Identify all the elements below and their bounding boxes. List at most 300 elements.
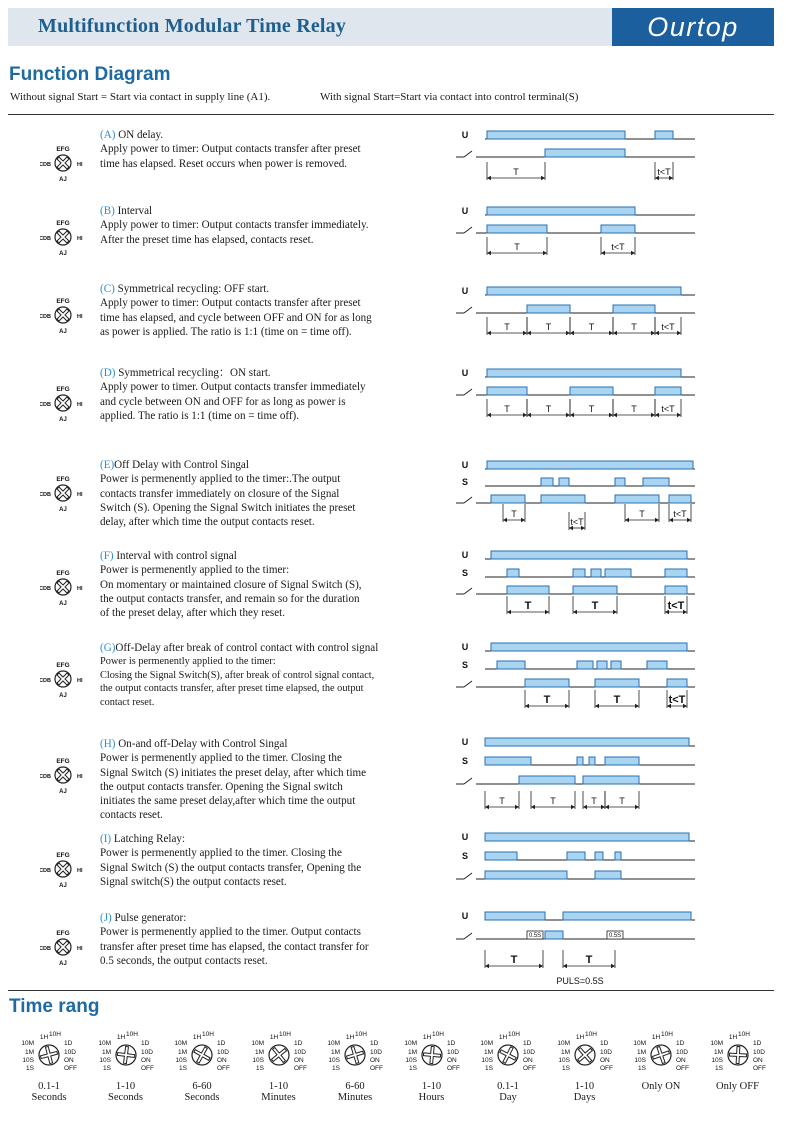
pulse-bar <box>595 679 639 687</box>
dial-label-bottom: AJ <box>59 883 67 889</box>
range-dial <box>240 1030 318 1074</box>
function-letter: (C) <box>100 283 115 295</box>
pulse-box-label: 0.5S <box>608 933 622 939</box>
dial-label-top: EFG <box>56 386 70 393</box>
pulse-bar <box>497 661 525 669</box>
range-mark-10m: 10M <box>556 1040 570 1047</box>
range-mark-1d: 1D <box>370 1040 379 1047</box>
switch-symbol <box>464 933 472 939</box>
t-label: T <box>545 404 552 414</box>
pulse-bar <box>507 569 519 577</box>
pulse-bar <box>583 776 639 784</box>
range-mark-10h: 10H <box>125 1031 138 1038</box>
pulse-bar <box>487 287 681 295</box>
range-mark-1s: 1S <box>485 1065 493 1072</box>
function-selector-dial <box>40 214 86 260</box>
range-mark-1s: 1S <box>179 1065 187 1072</box>
time-range-title: Time rang <box>9 996 100 1017</box>
range-mark-10d: 10D <box>676 1049 688 1056</box>
pulse-bar <box>487 207 635 215</box>
function-a <box>100 128 405 171</box>
u-label: U <box>461 737 469 747</box>
function-letter: (A) <box>100 129 116 141</box>
timing-svg <box>455 201 705 259</box>
t-label: T <box>543 694 551 706</box>
function-name: Latching Relay: <box>113 833 186 845</box>
timing-svg <box>455 456 705 536</box>
pulse-bar <box>507 586 549 594</box>
dial-knob <box>55 579 71 595</box>
switch-symbol <box>464 497 472 503</box>
t-less-label: t<T <box>661 322 675 332</box>
range-mark-off: OFF <box>523 1065 536 1072</box>
pulse-bar <box>545 931 563 939</box>
pulse-box-label: 0.5S <box>528 933 542 939</box>
function-description: Apply power to timer: Output contacts transfer after preset time has elapsed, and cycle between OFF and ON for as long as power is applied. The ratio is 1:1 (time on = time off). <box>100 297 372 338</box>
function-selector-dial <box>40 140 86 186</box>
pulse-bar <box>615 852 621 860</box>
range-mark-10s: 10S <box>481 1057 493 1064</box>
range-mark-1m: 1M <box>560 1049 570 1056</box>
pulse-bar <box>519 776 575 784</box>
dial-graphic <box>40 292 86 338</box>
range-mark-1h: 1H <box>728 1034 737 1041</box>
time-range-item <box>163 1030 241 1103</box>
pulse-bar <box>485 852 517 860</box>
range-mark-1s: 1S <box>714 1065 723 1072</box>
dial-knob <box>55 671 71 687</box>
function-name: Off-Delay after break of control contact with control signal <box>115 642 379 654</box>
dial-knob <box>55 767 71 783</box>
timing-svg <box>455 906 705 986</box>
range-mark-1h: 1H <box>422 1034 431 1041</box>
time-range-item <box>622 1030 700 1092</box>
dial-label-right: HI <box>77 586 83 592</box>
range-mark-10d: 10D <box>217 1049 229 1056</box>
t-label: T <box>504 322 510 332</box>
t-label: T <box>631 322 637 332</box>
range-mark-1m: 1M <box>24 1049 34 1056</box>
timing-svg <box>455 281 705 339</box>
range-mark-10s: 10S <box>22 1057 34 1064</box>
t-label: T <box>585 954 593 966</box>
range-mark-1s: 1S <box>255 1065 264 1072</box>
u-label: U <box>461 130 469 140</box>
pulse-bar <box>573 586 617 594</box>
pulse-bar <box>665 569 687 577</box>
dial-graphic <box>40 140 86 186</box>
range-dial <box>622 1030 700 1074</box>
timing-diagram <box>455 906 705 986</box>
range-mark-off: OFF <box>752 1065 766 1072</box>
function-description: Power is permenently applied to the timer: On momentary or maintained closure of Signal Switch (S), the output contacts transfer, and remain so for the duration of the preset delay, after which they reset. <box>100 564 362 620</box>
time-range-label: 0.1-1 Seconds <box>31 1081 67 1103</box>
pulse-bar <box>491 495 525 503</box>
range-mark-10m: 10M <box>327 1040 340 1047</box>
range-mark-1d: 1D <box>752 1040 761 1047</box>
function-f <box>100 549 405 620</box>
dial-label-left: CDB <box>40 678 51 684</box>
header-bar <box>8 8 774 46</box>
function-selector-dial <box>40 470 86 516</box>
range-mark-1h: 1H <box>498 1034 508 1041</box>
range-mark-10h: 10H <box>737 1031 750 1038</box>
range-mark-on: ON <box>446 1057 457 1064</box>
range-mark-10h: 10H <box>49 1031 61 1038</box>
pulse-bar <box>485 757 531 765</box>
timing-svg <box>455 363 705 421</box>
function-b <box>100 204 405 247</box>
function-name: ON delay. <box>118 129 164 141</box>
pulse-bar <box>605 757 639 765</box>
pulse-bar <box>570 387 613 395</box>
range-mark-10h: 10H <box>278 1031 291 1038</box>
timing-diagram <box>455 456 705 536</box>
s-label: S <box>461 477 469 487</box>
range-mark-10h: 10H <box>584 1031 597 1038</box>
pulse-bar <box>525 679 569 687</box>
function-name: Pulse generator: <box>114 912 187 924</box>
range-mark-1h: 1H <box>116 1034 125 1041</box>
pulse-bar <box>485 912 545 920</box>
t-less-label: t<T <box>611 242 625 252</box>
range-mark-1m: 1M <box>330 1049 340 1056</box>
range-mark-10s: 10S <box>404 1057 417 1064</box>
function-name: Off Delay with Control Singal <box>114 459 249 471</box>
range-mark-1h: 1H <box>575 1034 584 1041</box>
timing-diagram <box>455 363 705 421</box>
function-h <box>100 737 405 823</box>
dial-graphic <box>40 214 86 260</box>
dial-graphic <box>40 470 86 516</box>
dial-graphic <box>40 752 86 798</box>
time-range-label: 6-60 Seconds <box>184 1081 220 1103</box>
range-mark-10m: 10M <box>21 1040 34 1047</box>
time-range-label: 1-10 Seconds <box>108 1081 143 1103</box>
range-mark-1d: 1D <box>64 1040 73 1047</box>
dial-knob <box>55 939 71 955</box>
function-name: Interval <box>117 205 153 217</box>
dial-label-left: CDB <box>40 402 51 408</box>
range-dial <box>163 1030 241 1074</box>
time-range-label: 1-10 Hours <box>418 1081 445 1103</box>
dial-label-left: CDB <box>40 236 51 242</box>
dial-label-top: EFG <box>56 662 70 669</box>
dial-graphic <box>40 380 86 426</box>
pulse-bar <box>485 833 689 841</box>
dial-knob <box>55 155 71 171</box>
range-mark-1m: 1M <box>407 1049 417 1056</box>
t-label: T <box>545 322 552 332</box>
function-c <box>100 282 405 339</box>
t-label: T <box>511 509 517 519</box>
range-mark-1h: 1H <box>651 1034 661 1041</box>
time-range-item <box>240 1030 318 1103</box>
switch-symbol <box>464 778 472 784</box>
dial-label-top: EFG <box>56 220 70 227</box>
note-with-signal: With signal Start=Start via contact into control terminal(S) <box>320 91 579 103</box>
range-mark-1d: 1D <box>676 1040 685 1047</box>
dial-label-left: CDB <box>40 774 51 780</box>
pulse-bar <box>573 569 585 577</box>
dial-label-top: EFG <box>56 852 70 859</box>
dial-label-top: EFG <box>56 476 70 483</box>
dial-label-right: HI <box>77 774 83 780</box>
function-letter: (I) <box>100 833 112 845</box>
function-selector-dial <box>40 380 86 426</box>
dial-knob <box>55 307 71 323</box>
s-label: S <box>461 568 469 578</box>
function-description: Power is permenently applied to the timer. Output contacts transfer after preset time has elapsed, the contact transfer for 0.5 seconds, the output contacts reset. <box>100 926 369 967</box>
divider-top <box>8 114 774 115</box>
t-less-label: t<T <box>570 517 584 527</box>
pulse-bar <box>615 478 625 486</box>
dial-label-left: CDB <box>40 492 51 498</box>
dial-label-right: HI <box>77 678 83 684</box>
dial-label-bottom: AJ <box>59 251 67 257</box>
t-less-label: t<T <box>667 600 685 612</box>
dial-label-right: HI <box>77 162 83 168</box>
range-dial <box>87 1030 165 1074</box>
range-mark-1s: 1S <box>102 1065 111 1072</box>
range-mark-1s: 1S <box>408 1065 417 1072</box>
dial-label-bottom: AJ <box>59 601 67 607</box>
range-mark-10s: 10S <box>175 1057 187 1064</box>
pulse-bar <box>527 305 570 313</box>
function-description: Apply power to timer: Output contacts transfer after preset time has elapsed. Reset occurs when power is removed. <box>100 143 361 170</box>
t-label: T <box>514 242 520 252</box>
dial-knob <box>55 485 71 501</box>
pulse-bar <box>589 757 595 765</box>
pulse-bar <box>559 478 569 486</box>
range-mark-on: ON <box>140 1057 151 1064</box>
range-mark-10m: 10M <box>250 1040 264 1047</box>
pulse-bar <box>485 871 567 879</box>
time-range-item <box>316 1030 394 1103</box>
function-e <box>100 458 405 529</box>
range-mark-10d: 10D <box>752 1049 765 1056</box>
pulse-bar <box>545 149 625 157</box>
dial-label-bottom: AJ <box>59 961 67 967</box>
timing-diagram <box>455 638 705 720</box>
u-label: U <box>461 832 469 842</box>
range-mark-1d: 1D <box>293 1040 302 1047</box>
t-label: T <box>524 600 532 612</box>
dial-graphic <box>40 924 86 970</box>
u-label: U <box>461 642 469 652</box>
range-mark-10m: 10M <box>480 1040 493 1047</box>
timing-diagram <box>455 281 705 339</box>
function-letter: (J) <box>100 912 112 924</box>
range-mark-1m: 1M <box>101 1049 111 1056</box>
pulse-bar <box>487 225 547 233</box>
dial-label-left: CDB <box>40 314 51 320</box>
u-label: U <box>461 550 469 560</box>
range-mark-off: OFF <box>676 1065 689 1072</box>
timing-svg <box>455 126 705 184</box>
pulse-bar <box>485 738 689 746</box>
s-label: S <box>461 851 469 861</box>
range-mark-1d: 1D <box>446 1040 455 1047</box>
range-mark-1h: 1H <box>192 1034 202 1041</box>
time-range-label: 0.1-1 Day <box>497 1081 519 1103</box>
dial-label-bottom: AJ <box>59 789 67 795</box>
range-mark-1m: 1M <box>177 1049 187 1056</box>
timing-svg <box>455 638 705 720</box>
range-mark-1d: 1D <box>217 1040 226 1047</box>
range-mark-10s: 10S <box>710 1057 723 1064</box>
dial-label-bottom: AJ <box>59 507 67 513</box>
range-mark-1m: 1M <box>483 1049 493 1056</box>
function-name: Symmetrical recycling：ON start. <box>118 367 271 379</box>
time-range-item <box>699 1030 777 1092</box>
u-label: U <box>461 206 469 216</box>
t-label: T <box>639 509 645 519</box>
range-mark-1h: 1H <box>39 1034 49 1041</box>
pulse-bar <box>665 586 687 594</box>
time-range-item <box>469 1030 547 1103</box>
pulse-bar <box>647 661 667 669</box>
function-description: Power is permenently applied to the timer:.The output contacts transfer immediately on closure of the Signal Switch (S). Opening the Signal Switch initiates the preset delay, after which time the output contacts reset. <box>100 473 356 529</box>
dial-label-top: EFG <box>56 570 70 577</box>
function-selector-dial <box>40 752 86 798</box>
t-less-label: t<T <box>668 694 686 706</box>
range-mark-1d: 1D <box>140 1040 149 1047</box>
pulse-bar <box>487 131 625 139</box>
dial-label-right: HI <box>77 868 83 874</box>
pulse-bar <box>577 757 583 765</box>
t-label: T <box>550 796 556 806</box>
function-name: Interval with control signal <box>116 550 237 562</box>
t-label: T <box>613 694 621 706</box>
u-label: U <box>461 368 469 378</box>
timing-diagram <box>455 126 705 184</box>
dial-label-bottom: AJ <box>59 693 67 699</box>
time-range-label: 1-10 Minutes <box>261 1081 296 1103</box>
range-mark-10s: 10S <box>251 1057 264 1064</box>
t-label: T <box>510 954 518 966</box>
range-dial <box>546 1030 624 1074</box>
range-mark-1h: 1H <box>345 1034 355 1041</box>
dial-label-bottom: AJ <box>59 417 67 423</box>
dial-label-right: HI <box>77 314 83 320</box>
range-mark-10m: 10M <box>97 1040 111 1047</box>
range-mark-10s: 10S <box>557 1057 570 1064</box>
range-mark-off: OFF <box>217 1065 230 1072</box>
time-range-label: 1-10 Days <box>573 1081 596 1103</box>
range-mark-1d: 1D <box>523 1040 532 1047</box>
t-label: T <box>588 322 595 332</box>
brand-logo: Ourtop <box>612 8 774 46</box>
t-label: T <box>631 404 637 414</box>
range-dial <box>10 1030 88 1074</box>
pulse-bar <box>615 495 659 503</box>
range-mark-10m: 10M <box>174 1040 187 1047</box>
pulse-bar <box>563 912 691 920</box>
range-dial <box>316 1030 394 1074</box>
pulse-bar <box>541 495 585 503</box>
time-range-item <box>10 1030 88 1103</box>
pulse-bar <box>655 387 681 395</box>
range-mark-10d: 10D <box>293 1049 306 1056</box>
dial-label-bottom: AJ <box>59 329 67 335</box>
function-description: Power is permenently applied to the timer. Closing the Signal Switch (S) the output contacts transfer, Opening the Signal switch(S) the output contacts reset. <box>100 847 362 888</box>
note-without-signal: Without signal Start = Start via contact in supply line (A1). <box>10 91 271 103</box>
pulse-width-label: PULS=0.5S <box>556 976 604 986</box>
range-mark-10d: 10D <box>599 1049 612 1056</box>
function-selector-dial <box>40 924 86 970</box>
range-mark-on: ON <box>676 1057 686 1064</box>
time-range-label: 6-60 Minutes <box>337 1081 373 1103</box>
function-description: Power is permenently applied to the timer: Closing the Signal Switch(S), after break of control signal contact, the output contacts transfer, after preset time elapsed, the output contact reset. <box>100 656 375 709</box>
pulse-bar <box>667 679 687 687</box>
pulse-bar <box>491 643 687 651</box>
range-mark-on: ON <box>599 1057 610 1064</box>
pulse-bar <box>567 852 585 860</box>
range-dial <box>699 1030 777 1074</box>
dial-label-top: EFG <box>56 298 70 305</box>
dial-knob <box>55 395 71 411</box>
dial-label-right: HI <box>77 946 83 952</box>
switch-symbol <box>464 588 472 594</box>
u-label: U <box>461 460 469 470</box>
dial-knob <box>55 229 71 245</box>
switch-symbol <box>464 873 472 879</box>
function-letter: (E) <box>100 459 115 471</box>
switch-symbol <box>464 227 472 233</box>
function-selector-dial <box>40 656 86 702</box>
time-range-item <box>87 1030 165 1103</box>
dial-graphic <box>40 656 86 702</box>
range-mark-1s: 1S <box>332 1065 340 1072</box>
pulse-bar <box>605 569 631 577</box>
switch-symbol <box>464 151 472 157</box>
u-label: U <box>461 911 469 921</box>
range-mark-off: OFF <box>599 1065 613 1072</box>
range-mark-10d: 10D <box>64 1049 76 1056</box>
s-label: S <box>461 660 469 670</box>
timing-diagram <box>455 733 705 819</box>
dial-label-right: HI <box>77 402 83 408</box>
range-dial <box>469 1030 547 1074</box>
function-description: Apply power to timer: Output contacts transfer immediately. After the preset time has elapsed, contacts reset. <box>100 219 369 246</box>
function-description: Apply power to timer. Output contacts transfer immediately and cycle between ON and OFF for as long as power is applied. The ratio is 1:1 (time on = time off). <box>100 381 366 422</box>
pulse-bar <box>541 478 553 486</box>
function-name: On-and off-Delay with Control Singal <box>118 738 288 750</box>
time-range-label: Only ON <box>641 1081 681 1092</box>
t-label: T <box>588 404 595 414</box>
s-label: S <box>461 756 469 766</box>
dial-label-left: CDB <box>40 162 51 168</box>
range-mark-10m: 10M <box>403 1040 417 1047</box>
function-description: Power is permenently applied to the timer. Closing the Signal Switch (S) initiates the preset delay, after which time the output contacts transfer. Opening the Signal switch initiates the same preset delay,after which time the output contacts reset. <box>100 752 367 822</box>
switch-symbol <box>464 681 472 687</box>
function-i <box>100 832 405 889</box>
range-mark-1m: 1M <box>254 1049 264 1056</box>
range-mark-on: ON <box>523 1057 533 1064</box>
range-mark-10h: 10H <box>355 1031 367 1038</box>
function-letter: (F) <box>100 550 114 562</box>
range-mark-10d: 10D <box>140 1049 153 1056</box>
function-letter: (D) <box>100 367 116 379</box>
range-mark-10m: 10M <box>709 1040 723 1047</box>
range-mark-10d: 10D <box>523 1049 535 1056</box>
t-label: T <box>591 796 597 806</box>
pulse-bar <box>597 661 607 669</box>
pulse-bar <box>487 387 527 395</box>
function-selector-dial <box>40 292 86 338</box>
range-mark-off: OFF <box>370 1065 383 1072</box>
